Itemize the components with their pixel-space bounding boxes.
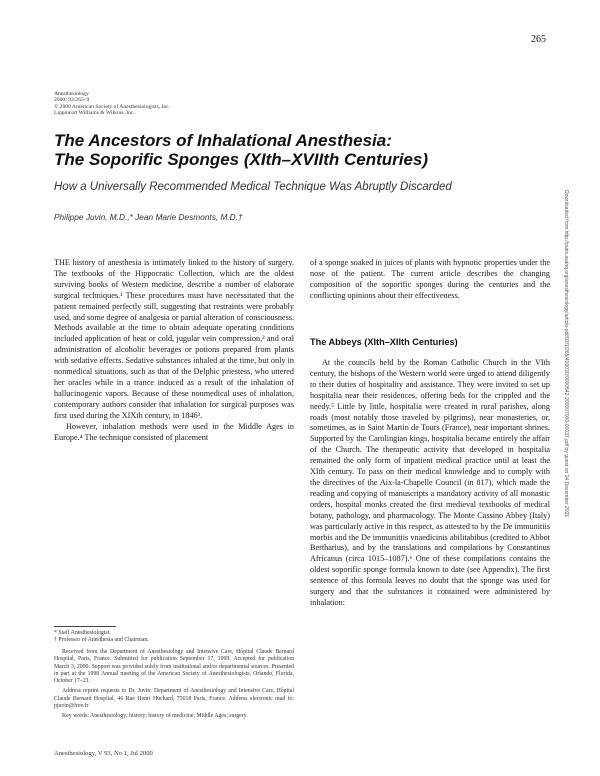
download-watermark — [560, 190, 570, 750]
keywords-note: Key words: Anesthesiology; history; history of medicine; Middle Ages; surgery. — [62, 713, 248, 720]
title-line-2: The Soporific Sponges (XIth–XVIIth Centuries) — [54, 150, 429, 169]
footnote-staff: * Staff Anesthesiologist. — [54, 630, 111, 636]
intro-continuation: of a sponge soaked in juices of plants with hypnotic properties under the nose of the patient. The current article describes the changing composition of the soporific sponges during the centuries and the conflicting opinions about their effectiveness. — [310, 258, 550, 300]
journal-footer: Anesthesiology, V 93, No 1, Jul 2000 — [54, 750, 153, 757]
journal-meta-line: Lippincott Williams & Wilkins, Inc. — [54, 110, 135, 117]
authors: Philippe Juvin, M.D.,* Jean Marie Desmonts, M.D.† — [54, 212, 243, 222]
journal-meta — [54, 91, 170, 117]
intro-paragraph-1: THE history of anesthesia is intimately linked to the history of surgery. The textbooks of the Hippocratic Collection, which are the oldest surviving books of Western medicine, describe a number of elaborate surgical techniques.¹ These procedures must have necessitated that the patient remained perfectly still, suggesting that restraints were probably used, and some degree of analgesia or partial alteration of consciousness. Methods available at the time to obtain adequate operating conditions included application of heat or cold, jugular vein compression,² and oral administration of alcoholic beverages or potions prepared from plants with sedative effects. Sedative substances inhaled at the time, but only in nonmedical situations, such as that of the Delphic priestess, who uttered her oracles while in a trance induced as a result of the inhalation of hallucinogenic vapors. Because of these nonmedical uses of inhalation, contemporary authors consider that inhalation for surgical purposes was first used during the XIXth century, in 1846³. — [54, 258, 294, 420]
address-note: Address reprint requests to Dr. Juvin: Department of Anesthesiology and Intensive Care, Hôpital Claude Bernard Hospital, 46 Rue Henri Huchard, 75018 Paris, France. Address electronic mail to: pjuvin@free.fr — [54, 688, 294, 710]
abbeys-paragraph: At the councils held by the Roman Catholic Church in the VIth century, the bishops of the Western world were urged to attend diligently to their duties of hospitality and assistance. They were invited to set up hospitalia near their residences, offering beds for the crippled and the needy.⁵ Little by little, hospitalia were created in rural parishes, along roads (most notably those traveled by pilgrims), near monasteries, or, sometimes, as in Saint Martin de Tours (France), near important shrines. Supported by the Carolingian kings, hospitalia became entirely the affair of the Church. The therapeutic activity that developed in hospitalia remained the only form of inpatient medical practice until at least the XIth century. To pass on their medical knowledge and to comply with the directives of the Aix-la-Chapelle Council (in 817), which made the reading and copying of manuscripts a mandatory activity of all monastic orders, hospital monks created the first medieval textbooks of medical botany, pathology, and pharmacology. The Monte Cassino Abbey (Italy) was particularly active in this respect, as attested to by the De immunitiis morbis and the De immunitiis vnaedicinis abilitabibus (credited to Abbot Bertharius), and by the translations and compilations by Constantinus Africanus (circa 1015–1087).⁶ One of these compilations contains the oldest soporific sponge formula known to date (see Appendix). The first sentence of this formula leaves no doubt that the sponge was used for surgery and that the substances it contained were administered by inhalation: — [310, 358, 550, 607]
title-line-1: The Ancestors of Inhalational Anesthesia: — [54, 131, 392, 150]
article-footnotes — [54, 649, 294, 724]
footnote-professor: † Professor of Anesthesia and Chairman. — [54, 637, 149, 644]
journal-meta-line: © 2000 American Society of Anesthesiologists, Inc. — [54, 103, 171, 110]
article-title — [54, 131, 554, 169]
footnote-rule — [54, 626, 116, 627]
intro-paragraph-2: However, inhalation methods were used in the Middle Ages in Europe.⁴ The technique consisted of placement — [54, 421, 294, 442]
journal-meta-line: 2000; 93:265–9 — [54, 97, 90, 104]
received-note: Received from the Department of Anesthesiology and Intensive Care, Hôpital Claude Bernard Hospital, Paris, France. Submitted for publication September 17, 1999. Accepted for publication March 3, 2000. Support was provided solely from institutional and/or departmental sources. Presented in part at the 1998 Annual meeting of the American Society of Anesthesiologists, Orlando, Florida, October 17–21. — [54, 649, 294, 685]
right-column-body — [310, 358, 550, 609]
left-column — [54, 258, 294, 443]
section-heading: The Abbeys (XIth–XIIth Centuries) — [310, 337, 458, 347]
download-watermark-text: Downloaded from http://pubs.asahq.org/anesthesiology/article-pdf/93/1/265/400030/0000542-200007000-00037.pdf by guest on 24 December 2021 — [563, 190, 569, 518]
right-column-intro — [310, 258, 550, 302]
journal-meta-line: Anesthesiology — [54, 91, 89, 97]
author-footnotes — [54, 630, 294, 645]
article-subtitle: How a Universally Recommended Medical Technique Was Abruptly Discarded — [54, 181, 452, 193]
page-number: 265 — [531, 34, 546, 45]
